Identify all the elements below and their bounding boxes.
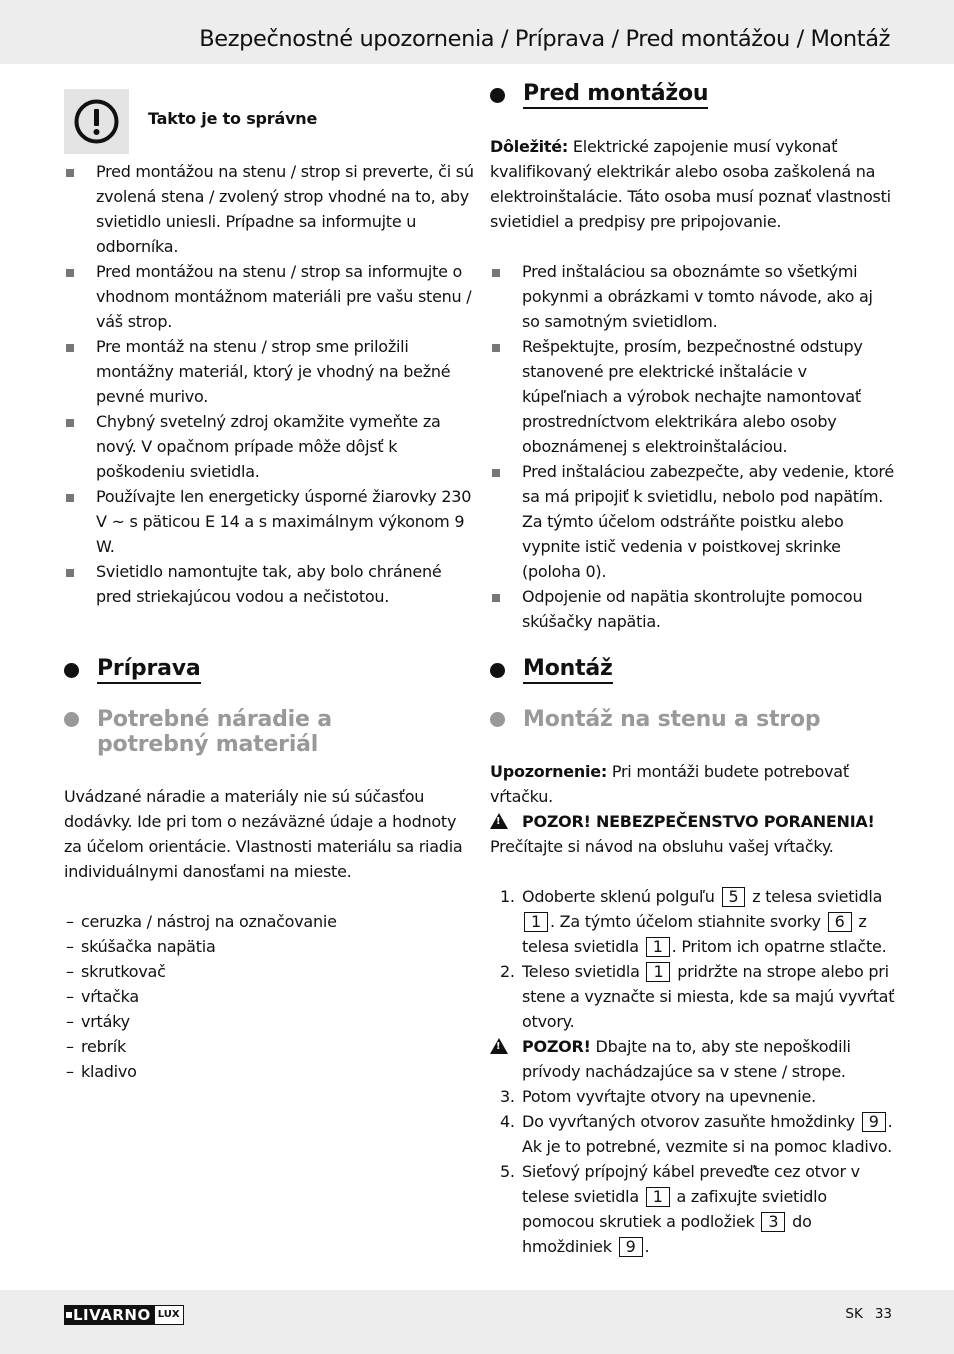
notice — [490, 759, 895, 809]
list-item: 5. Sieťový prípojný kábel preveďte cez otvor v telese svietidla 1 a zafixujte svietidlo pomocou skrutiek a podložiek 3 do hmoždiniek 9 . — [500, 1162, 860, 1256]
bullet-dot-icon — [64, 712, 79, 727]
bullet-dot-icon — [490, 712, 505, 727]
list-item: – ceruzka / nástroj na označovanie — [64, 909, 474, 934]
list-item: Používajte len energeticky úsporné žiarovky 230 V ~ s päticou E 14 a s maximálnym výkonom 9 W. — [64, 484, 474, 559]
subheading-tools: Potrebné náradie a potrebný materiál — [64, 707, 354, 757]
list-item: – vŕtačka — [64, 984, 474, 1009]
tools-list-block — [64, 909, 474, 1084]
assembly-steps — [490, 884, 895, 1034]
notice-label: Upozornenie: — [490, 762, 607, 781]
list-item: – rebrík — [64, 1034, 474, 1059]
part-number: 6 — [828, 912, 852, 932]
part-number: 1 — [646, 937, 670, 957]
list-item: – skrutkovač — [64, 959, 474, 984]
bullet-dot-icon — [490, 663, 505, 678]
warning-triangle-icon — [490, 1038, 508, 1054]
list-item: Chybný svetelný zdroj okamžite vymeňte za nový. V opačnom prípade môže dôjsť k poškodeniu svietidla. — [64, 409, 474, 484]
right-bullets-block — [490, 259, 895, 634]
language-code: SK — [845, 1306, 863, 1322]
installation-bullet-list — [490, 259, 895, 634]
assembly-block — [490, 759, 895, 1259]
list-item: Pred inštaláciou sa oboznámte so všetkými pokynmi a obrázkami v tomto návode, ako aj so samotným svietidlom. — [490, 259, 895, 334]
important-note — [490, 134, 895, 234]
warning-triangle-icon — [490, 813, 508, 829]
tools-intro: Uvádzané náradie a materiály nie sú súčasťou dodávky. Ide pri tom o nezáväzné údaje a hodnoty za účelom orientácie. Vlastnosti materiálu sa riadia individuálnymi danosťami na mieste. — [64, 787, 463, 881]
part-number: 3 — [761, 1212, 785, 1232]
list-item: Pred montážou na stenu / strop sa informujte o vhodnom montážnom materiáli pre vašu stenu / váš strop. — [64, 259, 474, 334]
bullet-dot-icon — [490, 88, 505, 103]
danger-warning — [490, 809, 895, 834]
list-item: Rešpektujte, prosím, bezpečnostné odstupy stanovené pre elektrické inštalácie v kúpeľniach a výrobok nechajte namontovať prostredníctvom elektrikára alebo osoby oboznámenej s elektroinštaláciou. — [490, 334, 895, 459]
part-number: 5 — [722, 887, 746, 907]
logo-square-icon — [66, 1312, 72, 1318]
list-item: Pred inštaláciou zabezpečte, aby vedenie, ktoré sa má pripojiť k svietidlu, nebolo pod napätím. Za týmto účelom odstráňte poistku alebo vypnite istič vedenia v poistkovej skrinke (poloha 0). — [490, 459, 895, 584]
caution-warning — [490, 1034, 895, 1084]
notice-text: Pri montáži budete potrebovať vŕtačku. — [490, 762, 849, 806]
list-item: Pre montáž na stenu / strop sme priložili montážny materiál, ktorý je vhodný na bežné pevné murivo. — [64, 334, 474, 409]
tools-list — [64, 909, 474, 1084]
list-item: – vrtáky — [64, 1009, 474, 1034]
danger-text: Prečítajte si návod na obsluhu vašej vŕtačky. — [490, 837, 834, 856]
list-item: 2. Teleso svietidla 1 pridržte na strope alebo pri stene a vyznačte si miesta, kde sa majú vyvŕtať otvory. — [500, 962, 895, 1031]
list-item: Odpojenie od napätia skontrolujte pomocou skúšačky napätia. — [490, 584, 895, 634]
assembly-steps-continued — [490, 1084, 895, 1259]
danger-label: POZOR! NEBEZPEČENSTVO PORANENIA! — [522, 812, 875, 831]
list-item: 4. Do vyvŕtaných otvorov zasuňte hmoždinky 9 . Ak je to potrebné, vezmite si na pomoc kladivo. — [500, 1112, 893, 1156]
warning-title: Takto je to správne — [148, 109, 318, 128]
safety-bullet-list — [64, 159, 474, 609]
page-title: Bezpečnostné upozornenia / Príprava / Pred montážou / Montáž — [199, 26, 890, 52]
list-item: 3. Potom vyvŕtajte otvory na upevnenie. — [500, 1087, 816, 1106]
page-number-block — [845, 1306, 892, 1322]
list-item: – skúšačka napätia — [64, 934, 474, 959]
warning-box — [64, 89, 129, 154]
list-item: – kladivo — [64, 1059, 474, 1084]
section-heading-pred-montazou: Pred montážou — [490, 81, 708, 109]
caution-text: Dbajte na to, aby ste nepoškodili prívody nachádzajúce sa v stene / strope. — [522, 1037, 851, 1081]
important-text: Elektrické zapojenie musí vykonať kvalifikovaný elektrikár alebo osoba zaškolená na elektroinštalácie. Táto osoba musí poznať vlastnosti svietidiel a predpisy pre pripojovanie. — [490, 137, 891, 231]
part-number: 1 — [646, 1187, 670, 1207]
bullet-dot-icon — [64, 663, 79, 678]
exclamation-icon — [64, 89, 129, 154]
left-bullets-block — [64, 159, 474, 609]
part-number: 1 — [524, 912, 548, 932]
section-heading-priprava: Príprava — [64, 656, 201, 684]
part-number: 9 — [862, 1112, 886, 1132]
list-item: 1. Odoberte sklenú polguľu 5 z telesa svietidla 1 . Za týmto účelom stiahnite svorky 6 z telesa svietidla 1 . Pritom ich opatrne stlačte. — [500, 887, 887, 956]
livarno-lux-logo: LIVARNO LUX — [64, 1305, 184, 1325]
section-heading-montaz: Montáž — [490, 656, 613, 684]
page-header — [0, 0, 954, 64]
list-item: Svietidlo namontujte tak, aby bolo chránené pred striekajúcou vodou a nečistotou. — [64, 559, 474, 609]
list-item: Pred montážou na stenu / strop si preverte, či sú zvolená stena / zvolený strop vhodné na to, aby svietidlo uniesli. Prípadne sa informujte u odborníka. — [64, 159, 474, 259]
important-label: Dôležité: — [490, 137, 569, 156]
caution-label: POZOR! — [522, 1037, 591, 1056]
subheading-montaz-stena-strop: Montáž na stenu a strop — [490, 707, 820, 732]
part-number: 9 — [619, 1237, 643, 1257]
part-number: 1 — [646, 962, 670, 982]
page-number: 33 — [874, 1306, 892, 1322]
